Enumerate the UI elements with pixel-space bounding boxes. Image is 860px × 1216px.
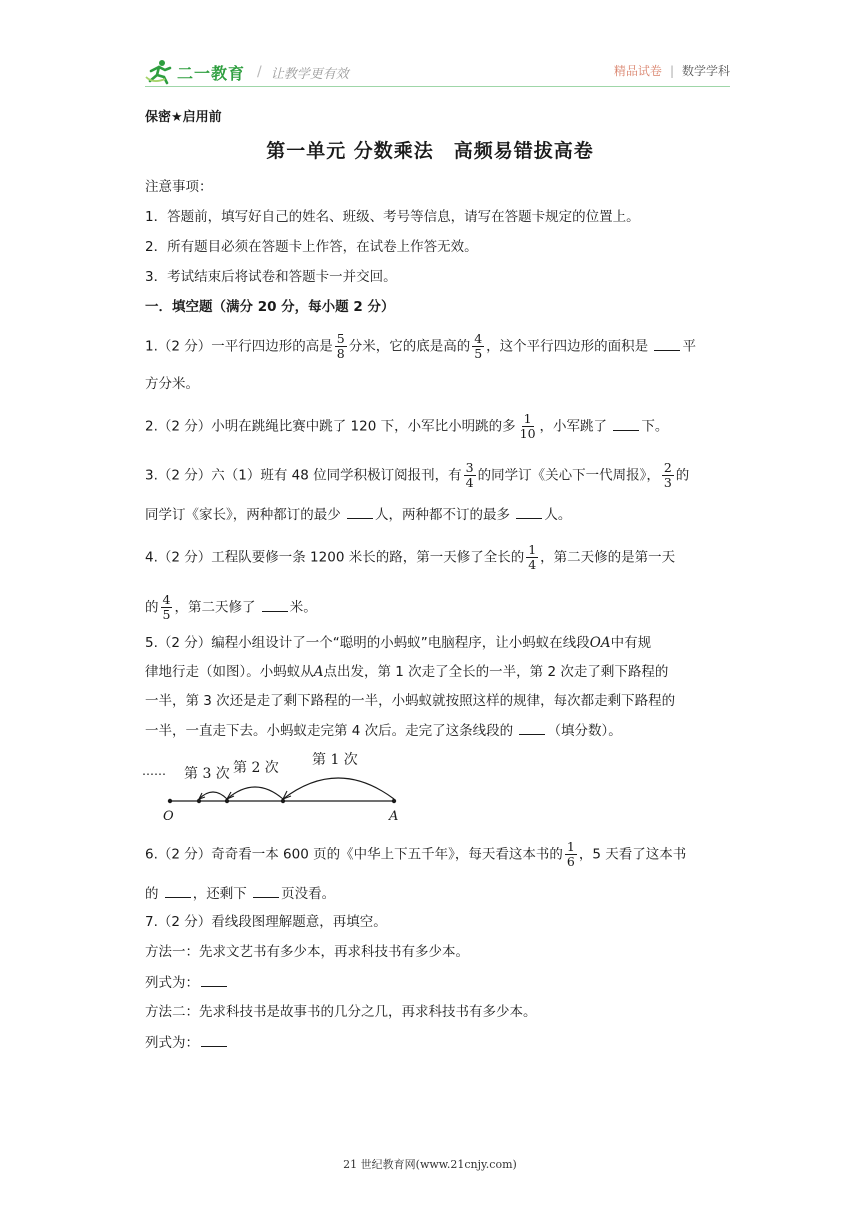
q4-text-c: 的 [145, 599, 159, 616]
point-o [168, 799, 172, 803]
fraction: $\frac{1}{6}$ [566, 839, 575, 869]
arrowhead-1 [283, 791, 291, 799]
header-rule [145, 86, 730, 87]
fraction: $\frac{4}{5}$ [474, 331, 483, 361]
q1-text-a: 1.（2 分）一平行四边形的高是 [145, 338, 333, 355]
step-2-label: 第 2 次 [233, 760, 279, 776]
answer-blank[interactable] [654, 336, 680, 351]
runner-icon [145, 59, 175, 85]
question-1-line-2: 方分米。 [145, 376, 199, 392]
q5-text-c: 律地行走（如图）。小蚂蚁从 [145, 664, 314, 680]
answer-blank[interactable] [347, 504, 373, 519]
confidential-label: 保密★启用前 [145, 110, 222, 125]
arrowhead-2 [227, 792, 234, 799]
notice-heading: 注意事项： [145, 179, 213, 195]
answer-blank[interactable] [613, 416, 639, 431]
q4-text-e: 米。 [289, 599, 317, 616]
arc-step-1 [283, 778, 394, 799]
q3-text-e: 人，两种都不订的最多 [375, 507, 511, 523]
q3-text-a: 3.（2 分）六（1）班有 48 位同学积极订阅报刊，有 [145, 467, 462, 484]
q3-text-b: 的同学订《关心下一代周报》， [477, 467, 660, 484]
q3-text-f: 人。 [544, 507, 572, 523]
answer-blank[interactable] [165, 883, 191, 898]
q5-text-f: （填分数）。 [547, 723, 622, 739]
question-5-line-2 [145, 662, 668, 682]
formula-label: 列式为： [145, 975, 199, 991]
fraction: $\frac{4}{5}$ [162, 592, 171, 622]
header-right [614, 62, 730, 79]
brand-logo [145, 58, 349, 86]
q6-text-c: 的 [145, 886, 159, 902]
question-1 [145, 332, 696, 361]
q4-text-b: ，第二天修的是第一天 [540, 549, 676, 566]
premium-tag: 精品试卷 [613, 64, 662, 78]
q5-text-d: 点出发，第 1 次走了全长的一半，第 2 次走了剩下路程的 [323, 664, 669, 680]
q3-text-d: 同学订《家长》，两种都订的最少 [145, 507, 341, 523]
q5-text-b: 中有规 [610, 635, 652, 651]
arc-step-2 [227, 787, 283, 799]
question-5-line-4 [145, 720, 622, 741]
page-title: 第一单元 分数乘法 高频易错拔高卷 [266, 140, 594, 162]
q1-text-b: 分米，它的底是高的 [348, 338, 471, 355]
page-footer: 21 世纪教育网(www.21cnjy.com) [343, 1158, 517, 1171]
question-4-line-2 [145, 593, 317, 622]
section-heading: 一．填空题（满分 20 分，每小题 2 分） [145, 299, 395, 315]
fraction: $\frac{5}{8}$ [336, 331, 345, 361]
q4-text-a: 4.（2 分）工程队要修一条 1200 米长的路，第一天修了全长的 [145, 549, 525, 566]
header-divider: | [669, 63, 674, 78]
method-2-formula [145, 1032, 229, 1053]
answer-blank[interactable] [516, 504, 542, 519]
brand-slogan: 让教学更有效 [270, 66, 349, 82]
fraction: $\frac{1}{4}$ [528, 542, 537, 572]
step-3-label: 第 3 次 [184, 766, 230, 782]
fraction: $\frac{2}{3}$ [663, 460, 672, 490]
q5-text-a: 5.（2 分）编程小组设计了一个“聪明的小蚂蚁”电脑程序，让小蚂蚁在线段 [145, 635, 590, 651]
answer-blank[interactable] [201, 1032, 227, 1047]
q3-text-c: 的 [675, 467, 690, 484]
method-1-formula [145, 972, 229, 993]
q6-text-b: ，5 天看了这本书 [578, 846, 687, 863]
question-3-line-2 [145, 504, 571, 525]
q2-text-c: 下。 [641, 418, 669, 435]
page-header [145, 58, 730, 86]
question-2 [145, 412, 668, 441]
step-1-label: 第 1 次 [312, 752, 358, 768]
answer-blank[interactable] [262, 597, 288, 612]
question-5 [145, 633, 651, 653]
question-4 [145, 543, 675, 572]
fraction: $\frac{1}{10}$ [519, 411, 536, 441]
header-separator: / [257, 64, 262, 80]
formula-label: 列式为： [145, 1035, 199, 1051]
q6-text-d: ，还剩下 [192, 886, 247, 902]
brand-name: 二一教育 [177, 63, 246, 83]
q6-text-a: 6.（2 分）奇奇看一本 600 页的《中华上下五千年》，每天看这本书的 [145, 846, 563, 863]
answer-blank[interactable] [519, 720, 545, 735]
ant-path-diagram [138, 745, 418, 825]
notice-item-1: 1．答题前，填写好自己的姓名、班级、考号等信息，请写在答题卡规定的位置上。 [145, 209, 640, 225]
label-a: A [389, 809, 399, 824]
q1-text-c: ，这个平行四边形的面积是 [486, 338, 649, 355]
ellipsis-label: …… [142, 764, 166, 778]
q5-variable-a: A [313, 664, 324, 680]
q6-text-e: 页没看。 [281, 886, 336, 902]
label-o: O [163, 809, 174, 824]
notice-item-3: 3．考试结束后将试卷和答题卡一并交回。 [145, 269, 397, 285]
answer-blank[interactable] [253, 883, 279, 898]
q5-text-e: 一半，一直走下去。小蚂蚁走完第 4 次后。走完了这条线段的 [145, 723, 514, 739]
fraction: $\frac{3}{4}$ [465, 460, 474, 490]
q1-text-d: 平 [682, 338, 696, 355]
question-6-line-2 [145, 883, 335, 904]
q2-text-a: 2.（2 分）小明在跳绳比赛中跳了 120 下，小军比小明跳的多 [145, 418, 516, 435]
question-5-line-3: 一半，第 3 次还是走了剩下路程的一半，小蚂蚁就按照这样的规律，每次都走剩下路程的 [145, 693, 676, 709]
method-1: 方法一：先求文艺书有多少本，再求科技书有多少本。 [145, 944, 469, 960]
notice-item-2: 2．所有题目必须在答题卡上作答，在试卷上作答无效。 [145, 239, 478, 255]
question-7: 7.（2 分）看线段图理解题意，再填空。 [145, 914, 387, 930]
q4-text-d: ，第二天修了 [174, 599, 256, 616]
method-2: 方法二：先求科技书是故事书的几分之几，再求科技书有多少本。 [145, 1004, 537, 1020]
subject-label: 数学学科 [681, 64, 730, 78]
question-6 [145, 840, 686, 869]
q2-text-b: ，小军跳了 [539, 418, 608, 435]
answer-blank[interactable] [201, 972, 227, 987]
q5-variable-oa: OA [589, 635, 611, 651]
point-a [392, 799, 396, 803]
question-3 [145, 461, 689, 490]
